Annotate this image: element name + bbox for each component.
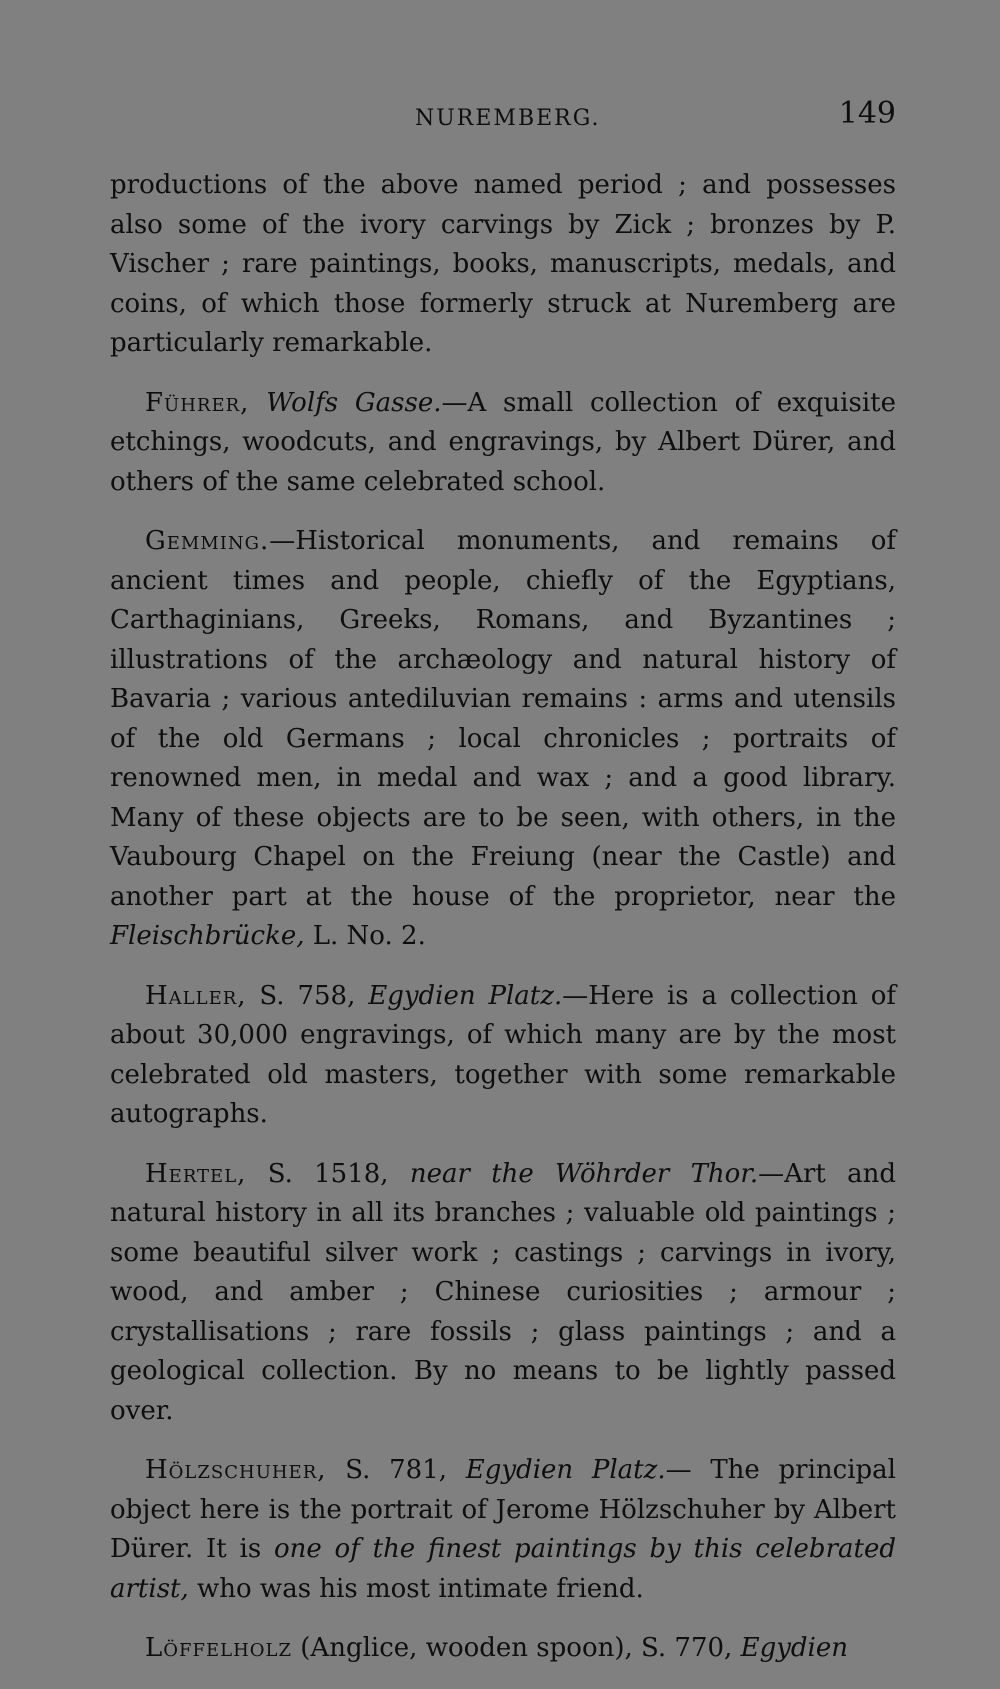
street-number: S. 781,: [326, 1455, 466, 1485]
street-number: S. 1518,: [246, 1158, 410, 1189]
collection-location: Egydien Platz.: [368, 980, 563, 1011]
place-name: Fleischbrücke,: [110, 921, 305, 951]
entry-text: — The principal object here is the portrait of Jerome Hölzschuher by Albert Dürer. It is: [110, 1455, 896, 1564]
collector-name: Hertel,: [145, 1158, 247, 1189]
page-number: 149: [838, 96, 896, 131]
collector-name: Führer,: [145, 387, 250, 418]
emphasis-text: one of the finest paintings by this celebrated artist,: [110, 1534, 896, 1604]
collection-location: Egydien: [740, 1633, 848, 1663]
entry-tail: L. No. 2.: [304, 921, 426, 951]
entry-text: —Art and natural history in all its branches ; valuable old paintings ; some beautiful silver work ; castings ; carvings in ivory, wood, and amber ; Chinese curiosities ; armour ; crystallisations ; rare fossils ; glass paintings ; and a geological collection. By no means to be lightly passed over.: [110, 1158, 896, 1426]
entry-text-end: who was his most intimate friend.: [188, 1573, 644, 1604]
running-head: NUREMBERG.: [415, 106, 601, 131]
paragraph-text: productions of the above named period ; and possesses also some of the ivory carvings by Zick ; bronzes by P. Vischer ; rare paintings, books, manuscripts, medals, and coins, of which those formerly struck at Nuremberg are particularly remarkable.: [110, 170, 896, 358]
entry-text: —Historical monuments, and remains of ancient times and people, chiefly of the Egyptians, Carthaginians, Greeks, Romans, and Byzantines ; illustrations of the archæology and natural history of Bavaria ; various antediluvian remains : arms and utensils of the old Germans ; local chronicles ; portraits of renowned men, in medal and wax ; and a good library. Many of these objects are to be seen, with others, in the Vaubourg Chapel on the Freiung (near the Castle) and another part at the house of the proprietor, near the: [110, 526, 896, 912]
collector-name: Gemming.: [145, 526, 270, 556]
entry-text: —A small collection of exquisite etchings, woodcuts, and engravings, by Albert Dürer, and others of the same celebrated school.: [110, 387, 896, 497]
collection-location: near the Wöhrder Thor.: [409, 1158, 759, 1189]
entry-hertel: [110, 1155, 896, 1432]
entry-text: —Here is a collection of about 30,000 engravings, of which many are by the most celebrated old masters, together with some remarkable autographs.: [110, 980, 896, 1129]
collector-name: Löffelholz: [145, 1633, 293, 1663]
entry-fuhrer: [110, 384, 896, 503]
collection-location: Egydien Platz.: [465, 1455, 666, 1485]
street-number: S. 758,: [246, 980, 369, 1011]
entry-text: (Anglice, wooden spoon), S. 770,: [292, 1633, 741, 1663]
entry-loffelholz: [110, 1629, 896, 1669]
collector-name: Haller,: [145, 980, 247, 1011]
entry-holzschuher: [110, 1451, 896, 1609]
entry-gemming: [110, 522, 896, 957]
paragraph-continuation: [110, 166, 896, 364]
collection-location: Wolfs Gasse.: [266, 387, 442, 418]
collector-name: Hölzschuher,: [145, 1455, 327, 1485]
entry-haller: [110, 977, 896, 1135]
page-body: [110, 166, 896, 1689]
page-header: [110, 96, 896, 136]
